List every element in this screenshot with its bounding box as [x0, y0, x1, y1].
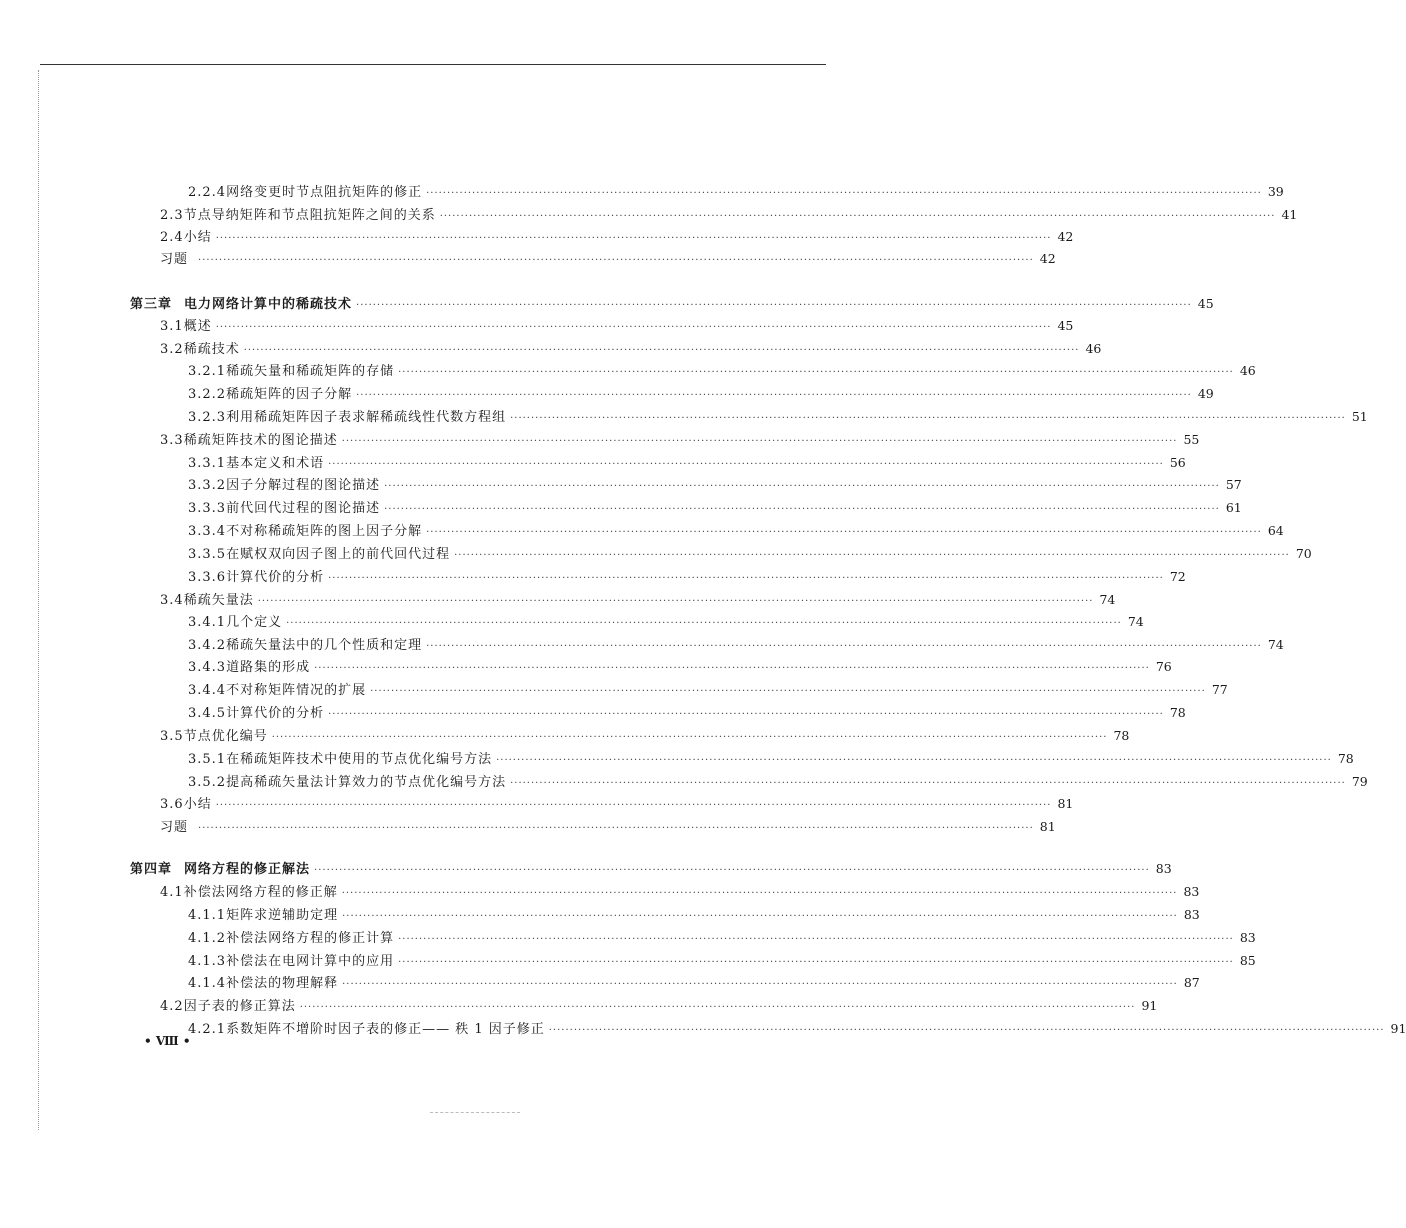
toc-entry-number: 2.2.4 — [188, 185, 227, 200]
toc-entry-number: 3.4.2 — [188, 638, 227, 653]
toc-chapter-row — [130, 861, 1172, 878]
toc-entry-row — [160, 884, 1200, 901]
toc-entry-title: 提高稀疏矢量法计算效力的节点优化编号方法 — [226, 775, 507, 790]
toc-page-number: 57 — [1225, 477, 1242, 492]
dot-leader: ········································································································································································································ — [198, 823, 1034, 834]
dot-leader: ········································································································································································································ — [328, 459, 1164, 470]
toc-entry-number: 3.3.5 — [188, 547, 227, 562]
dot-leader: ········································································································································································································ — [215, 322, 1052, 333]
scan-edge — [38, 70, 39, 1130]
dot-leader: ········································································································································································································ — [215, 800, 1052, 811]
toc-entry-title: 网络变更时节点阻抗矩阵的修正 — [226, 185, 423, 200]
dot-leader: ········································································································································································································ — [384, 481, 1220, 492]
toc-page-number: 85 — [1239, 953, 1256, 968]
dot-leader: ········································································································································································································ — [328, 709, 1164, 720]
dot-leader: ········································································································································································································ — [257, 596, 1094, 607]
toc-entry-title: 节点优化编号 — [183, 729, 268, 744]
toc-entry-number: 3.2.1 — [188, 364, 227, 379]
toc-page-number: 42 — [1039, 251, 1056, 266]
toc-page-number: 79 — [1351, 774, 1368, 789]
toc-entry-number: 4.2.1 — [188, 1022, 227, 1037]
toc-entry-row — [160, 819, 1056, 836]
toc-entry-number: 3.2.2 — [188, 387, 227, 402]
toc-entry-number: 2.4 — [160, 230, 184, 245]
toc-entry-title: 补偿法网络方程的修正计算 — [226, 931, 395, 946]
toc-entry-row — [188, 546, 1312, 563]
toc-entry-row — [188, 1021, 1406, 1038]
dot-leader: ········································································································································································································ — [454, 550, 1290, 561]
toc-chapter-row — [130, 296, 1214, 313]
toc-entry-row — [160, 432, 1200, 449]
toc-entry-number: 4.2 — [160, 999, 184, 1014]
dot-leader: ········································································································································································································ — [384, 504, 1220, 515]
toc-page-number: 46 — [1239, 363, 1256, 378]
toc-entry-title: 补偿法网络方程的修正解 — [183, 885, 338, 900]
toc-entry-title: 补偿法的物理解释 — [226, 976, 339, 991]
dot-leader: ········································································································································································································ — [398, 934, 1234, 945]
toc-entry-row — [160, 728, 1130, 745]
toc-page-number: 74 — [1267, 637, 1284, 652]
toc-entry-title: 小结 — [183, 797, 212, 812]
toc-entry-number: 第四章 — [130, 862, 173, 877]
toc-entry-row — [188, 409, 1368, 426]
toc-entry-row — [188, 500, 1242, 517]
toc-page-number: 78 — [1113, 728, 1130, 743]
toc-entry-number: 4.1 — [160, 885, 184, 900]
toc-page-number: 87 — [1183, 975, 1200, 990]
toc-page-number: 64 — [1267, 523, 1284, 538]
toc-entry-number: 第三章 — [130, 297, 173, 312]
toc-entry-title: 不对称稀疏矩阵的图上因子分解 — [226, 524, 423, 539]
toc-entry-row — [188, 477, 1242, 494]
toc-entry-title: 电力网络计算中的稀疏技术 — [184, 297, 353, 312]
toc-page-number: 83 — [1183, 907, 1200, 922]
toc-entry-row — [188, 907, 1200, 924]
toc-entry-number: 3.3.2 — [188, 478, 227, 493]
toc-entry-row — [160, 251, 1056, 268]
toc-entry-number: 3.4 — [160, 593, 184, 608]
toc-entry-number: 3.3 — [160, 433, 184, 448]
dot-leader: ········································································································································································································ — [510, 778, 1346, 789]
toc-entry-row — [188, 614, 1144, 631]
toc-page-number: 55 — [1183, 432, 1200, 447]
toc-entry-row — [160, 998, 1158, 1015]
toc-page-number: 76 — [1155, 659, 1172, 674]
toc-entry-title: 网络方程的修正解法 — [184, 862, 311, 877]
toc-entry-number: 3.1 — [160, 319, 184, 334]
dot-leader: ········································································································································································································ — [496, 755, 1332, 766]
toc-page-number: 49 — [1197, 386, 1214, 401]
dot-leader: ········································································································································································································ — [426, 527, 1262, 538]
toc-entry-title: 几个定义 — [226, 615, 283, 630]
toc-entry-title: 补偿法在电网计算中的应用 — [226, 954, 395, 969]
dot-leader: ········································································································································································································ — [426, 188, 1262, 199]
toc-page-number: 42 — [1057, 229, 1074, 244]
dot-leader: ········································································································································································································ — [314, 865, 1150, 876]
toc-entry-title: 稀疏技术 — [183, 342, 240, 357]
toc-entry-row — [160, 796, 1074, 813]
dot-leader: ········································································································································································································ — [548, 1025, 1385, 1036]
toc-entry-row — [188, 751, 1354, 768]
dot-leader: ········································································································································································································ — [328, 573, 1164, 584]
toc-entry-title: 概述 — [183, 319, 212, 334]
toc-page-number: 74 — [1127, 614, 1144, 629]
toc-entry-title: 矩阵求逆辅助定理 — [226, 908, 339, 923]
toc-entry-row — [188, 682, 1228, 699]
toc-page-number: 91 — [1390, 1021, 1406, 1036]
toc-entry-row — [188, 523, 1284, 540]
toc-entry-number: 4.1.1 — [188, 908, 227, 923]
toc-entry-title: 道路集的形成 — [226, 660, 311, 675]
toc-entry-row — [188, 184, 1284, 201]
toc-entry-title: 节点导纳矩阵和节点阻抗矩阵之间的关系 — [183, 208, 436, 223]
toc-entry-number: 3.4.3 — [188, 660, 227, 675]
toc-entry-title: 习题 — [160, 252, 189, 267]
toc-page-number: 78 — [1337, 751, 1354, 766]
toc-entry-number: 3.3.4 — [188, 524, 227, 539]
toc-entry-title: 利用稀疏矩阵因子表求解稀疏线性代数方程组 — [226, 410, 507, 425]
scan-mark — [430, 1112, 520, 1113]
toc-page-number: 39 — [1267, 184, 1284, 199]
toc-page-number: 41 — [1281, 207, 1298, 222]
toc-page-number: 74 — [1099, 592, 1116, 607]
toc-entry-number: 3.3.1 — [188, 456, 227, 471]
dot-leader: ········································································································································································································ — [314, 663, 1150, 674]
toc-entry-title: 计算代价的分析 — [226, 570, 325, 585]
toc-entry-row — [160, 229, 1074, 246]
dot-leader: ········································································································································································································ — [341, 888, 1178, 899]
toc-entry-title: 计算代价的分析 — [226, 706, 325, 721]
toc-entry-row — [188, 386, 1214, 403]
toc-entry-row — [188, 975, 1200, 992]
toc-entry-number: 3.3.6 — [188, 570, 227, 585]
toc-page-number: 77 — [1211, 682, 1228, 697]
dot-leader: ········································································································································································································ — [342, 979, 1178, 990]
toc-entry-title: 稀疏矩阵技术的图论描述 — [183, 433, 338, 448]
toc-page-number: 81 — [1039, 819, 1056, 834]
toc-page-number: 83 — [1155, 861, 1172, 876]
toc-entry-row — [188, 569, 1186, 586]
toc-page-number: 81 — [1057, 796, 1074, 811]
toc-entry-row — [188, 953, 1256, 970]
toc-entry-number: 3.3.3 — [188, 501, 227, 516]
toc-entry-title: 稀疏矢量法中的几个性质和定理 — [226, 638, 423, 653]
toc-entry-number: 3.6 — [160, 797, 184, 812]
toc-entry-title: 习题 — [160, 820, 189, 835]
dot-leader: ········································································································································································································ — [426, 641, 1262, 652]
toc-entry-title: 不对称矩阵情况的扩展 — [226, 683, 367, 698]
toc-entry-row — [188, 637, 1284, 654]
header-rule — [40, 64, 826, 65]
toc-entry-number: 3.5.1 — [188, 752, 227, 767]
toc-entry-number: 3.2.3 — [188, 410, 227, 425]
toc-entry-title: 在赋权双向因子图上的前代回代过程 — [226, 547, 451, 562]
toc-page-number: 83 — [1239, 930, 1256, 945]
dot-leader: ········································································································································································································ — [341, 436, 1178, 447]
dot-leader: ········································································································································································································ — [198, 255, 1034, 266]
toc-entry-title: 基本定义和术语 — [226, 456, 325, 471]
toc-entry-title: 稀疏矢量和稀疏矩阵的存储 — [226, 364, 395, 379]
dot-leader: ········································································································································································································ — [398, 957, 1234, 968]
toc-entry-row — [188, 659, 1172, 676]
toc-entry-row — [188, 930, 1256, 947]
toc-entry-number: 4.1.3 — [188, 954, 227, 969]
dot-leader: ········································································································································································································ — [299, 1002, 1136, 1013]
toc-entry-title: 小结 — [183, 230, 212, 245]
dot-leader: ········································································································································································································ — [398, 367, 1234, 378]
dot-leader: ········································································································································································································ — [439, 211, 1276, 222]
toc-entry-title: 因子表的修正算法 — [183, 999, 296, 1014]
dot-leader: ········································································································································································································ — [342, 911, 1178, 922]
toc-entry-number: 2.3 — [160, 208, 184, 223]
toc-entry-row — [160, 318, 1074, 335]
toc-entry-row — [160, 592, 1116, 609]
toc-entry-title: 因子分解过程的图论描述 — [226, 478, 381, 493]
toc-entry-number: 3.5 — [160, 729, 184, 744]
dot-leader: ········································································································································································································ — [286, 618, 1122, 629]
toc-entry-row — [188, 455, 1186, 472]
toc-entry-title: 在稀疏矩阵技术中使用的节点优化编号方法 — [226, 752, 493, 767]
toc-page-number: 45 — [1057, 318, 1074, 333]
toc-entry-number: 4.1.4 — [188, 976, 227, 991]
dot-leader: ········································································································································································································ — [243, 345, 1080, 356]
toc-entry-number: 3.4.1 — [188, 615, 227, 630]
dot-leader: ········································································································································································································ — [370, 686, 1206, 697]
toc-entry-row — [160, 341, 1102, 358]
toc-page-number: 70 — [1295, 546, 1312, 561]
dot-leader: ········································································································································································································ — [356, 390, 1192, 401]
dot-leader: ········································································································································································································ — [510, 413, 1346, 424]
toc-page-number: 91 — [1141, 998, 1158, 1013]
toc-entry-row — [188, 363, 1256, 380]
toc-entry-row — [160, 207, 1298, 224]
toc-entry-title: 稀疏矩阵的因子分解 — [226, 387, 353, 402]
toc-page-number: 72 — [1169, 569, 1186, 584]
toc-page-number: 46 — [1085, 341, 1102, 356]
dot-leader: ········································································································································································································ — [356, 300, 1192, 311]
toc-entry-title: 前代回代过程的图论描述 — [226, 501, 381, 516]
toc-page-number: 83 — [1183, 884, 1200, 899]
toc-page-number: 51 — [1351, 409, 1368, 424]
toc-entry-row — [188, 705, 1186, 722]
toc-entry-title: 稀疏矢量法 — [183, 593, 254, 608]
toc-entry-row — [188, 774, 1368, 791]
toc-entry-number: 3.4.5 — [188, 706, 227, 721]
toc-entry-title: 系数矩阵不增阶时因子表的修正—— 秩 1 因子修正 — [226, 1022, 545, 1037]
toc-page-number: 45 — [1197, 296, 1214, 311]
dot-leader: ········································································································································································································ — [271, 732, 1108, 743]
page-footer: • Ⅷ • — [144, 1034, 191, 1048]
toc-page-number: 61 — [1225, 500, 1242, 515]
toc-entry-number: 3.4.4 — [188, 683, 227, 698]
toc-entry-number: 3.5.2 — [188, 775, 227, 790]
dot-leader: ········································································································································································································ — [215, 233, 1052, 244]
toc-page-number: 78 — [1169, 705, 1186, 720]
toc-page-number: 56 — [1169, 455, 1186, 470]
toc-entry-number: 3.2 — [160, 342, 184, 357]
toc-entry-number: 4.1.2 — [188, 931, 227, 946]
